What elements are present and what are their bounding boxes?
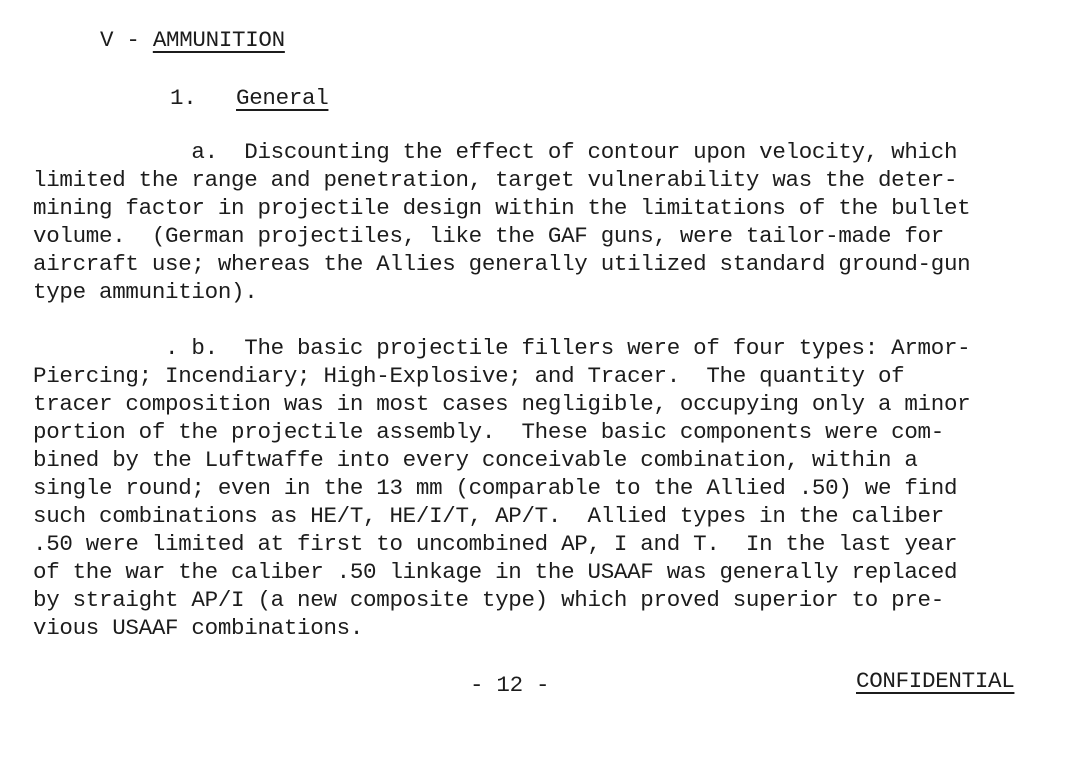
paragraph-line: by straight AP/I (a new composite type) which proved superior to pre-	[33, 587, 944, 613]
paragraph-line: Piercing; Incendiary; High-Explosive; and Tracer. The quantity of	[33, 363, 905, 389]
paragraph-line: volume. (German projectiles, like the GAF guns, were tailor-made for	[33, 223, 944, 249]
paragraph-line: type ammunition).	[33, 279, 258, 305]
paragraph-line: .50 were limited at first to uncombined AP, I and T. In the last year	[33, 531, 958, 557]
paragraph-line: mining factor in projectile design within the limitations of the bullet	[33, 195, 971, 221]
section-title: AMMUNITION	[152, 27, 285, 53]
paragraph-line: portion of the projectile assembly. These basic components were com-	[33, 419, 944, 445]
subsection-heading	[170, 84, 328, 112]
paragraph-line: tracer composition was in most cases negligible, occupying only a minor	[33, 391, 971, 417]
paragraph-a	[33, 138, 970, 306]
classification-marking: CONFIDENTIAL	[856, 668, 1015, 694]
subsection-title: General	[236, 85, 329, 111]
paragraph-line: bined by the Luftwaffe into every conceivable combination, within a	[33, 447, 918, 473]
paragraph-line: such combinations as HE/T, HE/I/T, AP/T. Allied types in the caliber	[33, 503, 944, 529]
paragraph-line: single round; even in the 13 mm (comparable to the Allied .50) we find	[33, 475, 958, 501]
paragraph-line: . b. The basic projectile fillers were of four types: Armor-	[33, 335, 971, 361]
paragraph-line: aircraft use; whereas the Allies generally utilized standard ground-gun	[33, 251, 971, 277]
paragraph-line: limited the range and penetration, target vulnerability was the deter-	[33, 167, 958, 193]
section-number: V -	[100, 27, 153, 53]
paragraph-line: vious USAAF combinations.	[33, 615, 364, 641]
subsection-number: 1.	[170, 85, 197, 111]
paragraph-b	[33, 334, 970, 642]
paragraph-line: of the war the caliber .50 linkage in the USAAF was generally replaced	[33, 559, 958, 585]
section-heading	[100, 26, 285, 54]
page-number: - 12 -	[470, 672, 550, 698]
paragraph-line: a. Discounting the effect of contour upon velocity, which	[33, 139, 958, 165]
